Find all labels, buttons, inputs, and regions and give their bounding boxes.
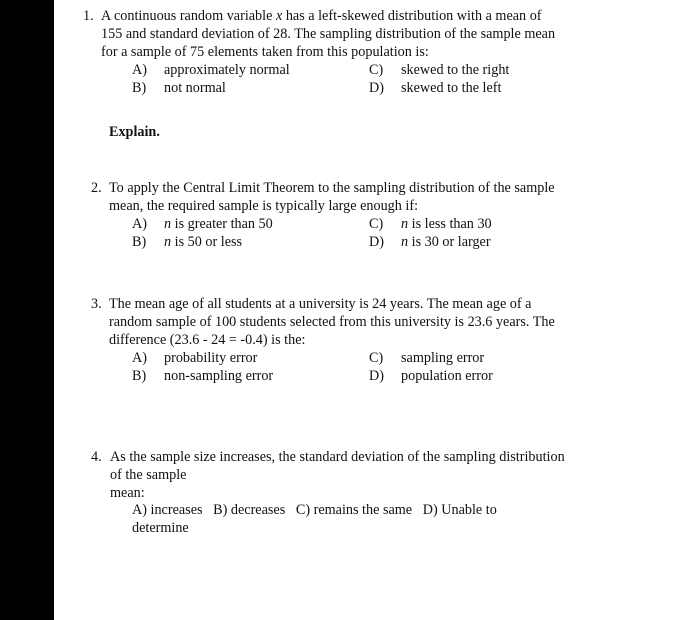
stem-text: A continuous random variable xyxy=(101,8,276,24)
question-stem-line: mean, the required sample is typically large enough if: xyxy=(109,198,419,214)
question-stem-line: for a sample of 75 elements taken from this population is: xyxy=(101,44,429,60)
option-letter: C) xyxy=(369,62,384,78)
question-number: 1. xyxy=(83,8,94,24)
option-letter: D) xyxy=(369,80,384,96)
question-stem-line xyxy=(101,8,542,26)
option-letter: A) xyxy=(132,216,147,232)
option-letter: A) xyxy=(132,62,147,78)
option-b xyxy=(132,234,242,252)
question-number: 2. xyxy=(91,180,102,196)
question-stem-line: difference (23.6 - 24 = -0.4) is the: xyxy=(109,332,306,348)
option-letter: B) xyxy=(132,234,147,250)
option-letter: C) xyxy=(369,216,384,232)
variable-n: n xyxy=(164,234,172,250)
option-letter: A) xyxy=(132,350,147,366)
option-letter: B) xyxy=(132,368,147,384)
option-text: non-sampling error xyxy=(164,368,274,384)
option-letter: B) xyxy=(132,80,147,96)
option-a xyxy=(132,350,257,368)
variable-x: x xyxy=(275,8,283,24)
option-text: is greater than 50 xyxy=(171,216,273,232)
question-1 xyxy=(54,0,700,140)
explain-label: Explain. xyxy=(109,124,160,140)
options-line: A) increases B) decreases C) remains the same D) Unable to xyxy=(132,502,497,518)
option-text: is less than 30 xyxy=(408,216,492,232)
option-text: probability error xyxy=(164,350,258,366)
question-stem-line: mean: xyxy=(110,485,145,501)
option-text: approximately normal xyxy=(164,62,290,78)
option-b xyxy=(132,368,273,386)
option-letter: C) xyxy=(369,350,384,366)
question-stem-line: The mean age of all students at a university is 24 years. The mean age of a xyxy=(109,296,532,312)
variable-n: n xyxy=(401,216,409,232)
option-text: population error xyxy=(401,368,493,384)
option-text: not normal xyxy=(164,80,226,96)
variable-n: n xyxy=(401,234,409,250)
option-text: is 30 or larger xyxy=(408,234,491,250)
option-letter: D) xyxy=(369,368,384,384)
option-c xyxy=(369,62,509,80)
option-letter: D) xyxy=(369,234,384,250)
option-c xyxy=(369,216,492,234)
option-b xyxy=(132,80,226,98)
question-stem-line: random sample of 100 students selected from this university is 23.6 years. The xyxy=(109,314,555,330)
question-2 xyxy=(54,180,700,260)
question-3 xyxy=(54,296,700,396)
question-number: 4. xyxy=(91,449,102,465)
option-text: skewed to the right xyxy=(401,62,510,78)
option-text: is 50 or less xyxy=(171,234,243,250)
question-stem-line: of the sample xyxy=(110,467,187,483)
question-number: 3. xyxy=(91,296,102,312)
option-text: skewed to the left xyxy=(401,80,502,96)
option-d xyxy=(369,234,491,252)
stem-text: has a left-skewed distribution with a mean of xyxy=(282,8,542,24)
question-stem-line: 155 and standard deviation of 28. The sampling distribution of the sample mean xyxy=(101,26,556,42)
option-c xyxy=(369,350,484,368)
option-d xyxy=(369,368,493,386)
option-a xyxy=(132,216,273,234)
question-4 xyxy=(54,449,700,549)
document-page xyxy=(54,0,700,620)
variable-n: n xyxy=(164,216,172,232)
question-stem-line: As the sample size increases, the standard deviation of the sampling distribution xyxy=(110,449,565,465)
option-a xyxy=(132,62,290,80)
option-text: sampling error xyxy=(401,350,485,366)
options-line: determine xyxy=(132,520,189,536)
option-d xyxy=(369,80,501,98)
question-stem-line: To apply the Central Limit Theorem to the sampling distribution of the sample xyxy=(109,180,555,196)
